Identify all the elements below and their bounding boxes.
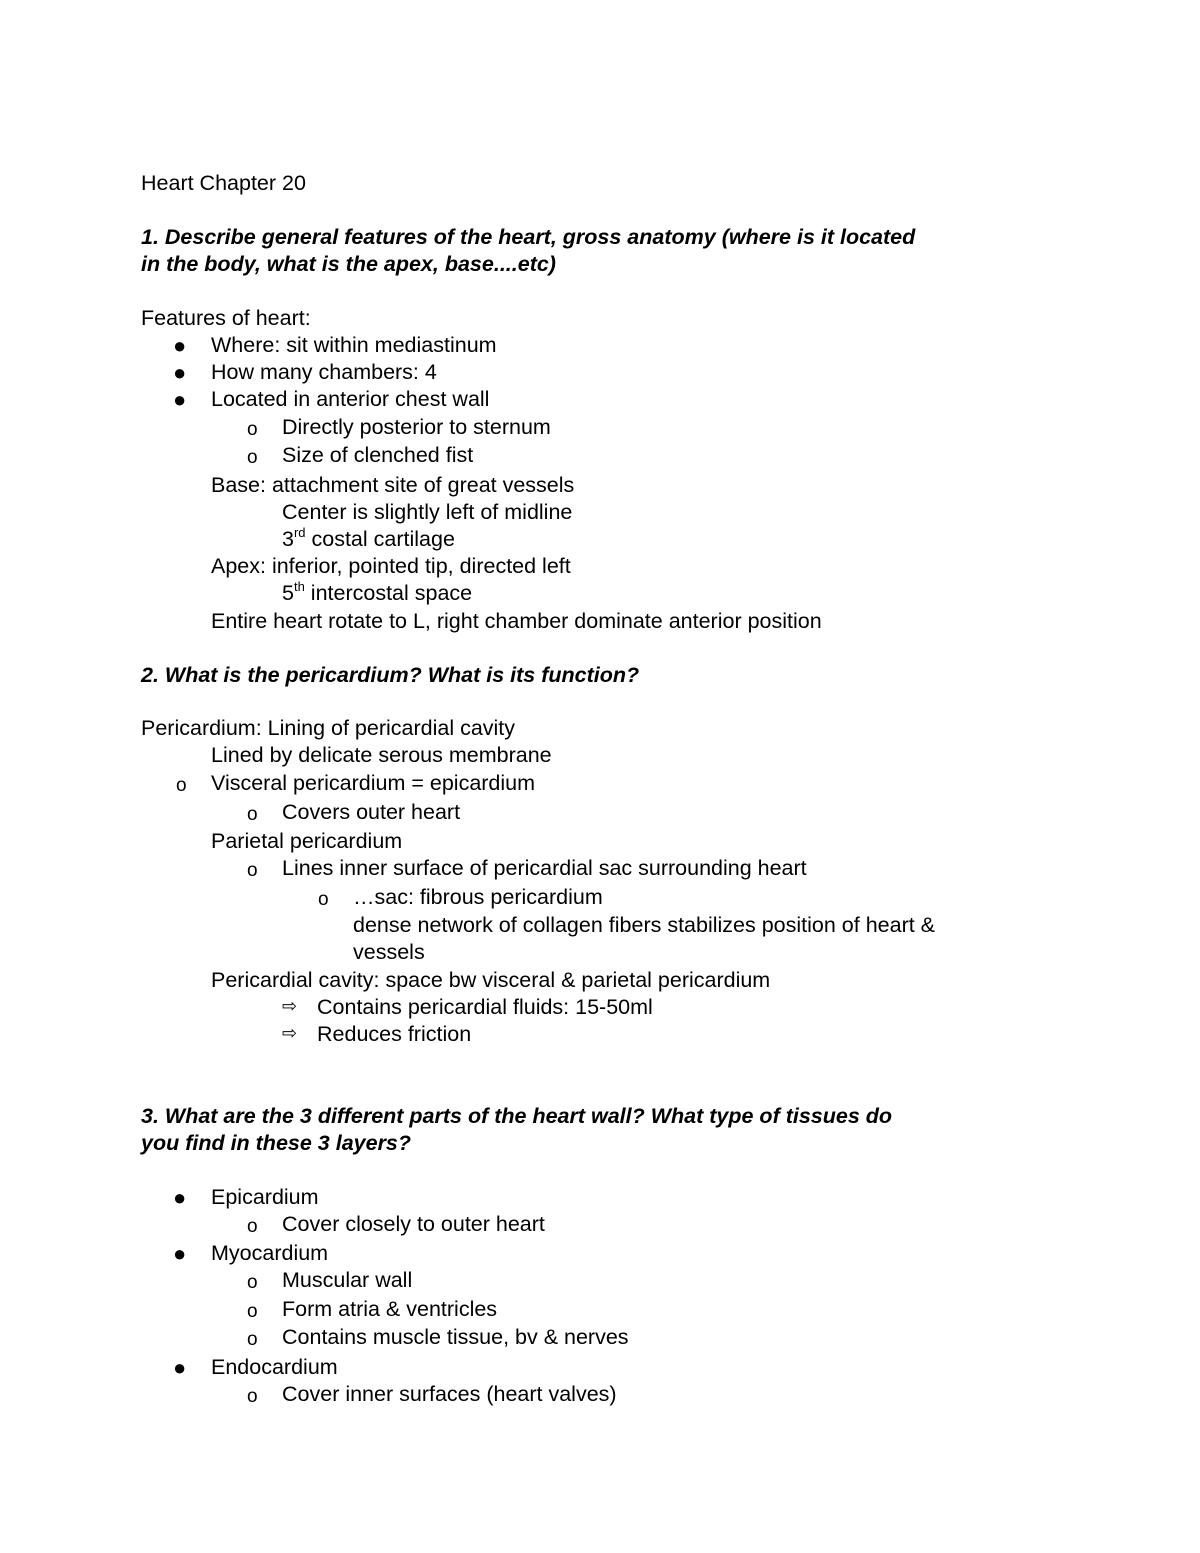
bullet-disc-icon: ● [173, 1241, 187, 1266]
bullet-circle-icon: o [247, 1386, 258, 1407]
list-item: Endocardium [211, 1355, 338, 1379]
list-item: Muscular wall [282, 1268, 413, 1292]
parietal-line: Parietal pericardium [211, 829, 403, 853]
list-item: Contains pericardial fluids: 15-50ml [317, 995, 653, 1019]
rotate-line: Entire heart rotate to L, right chamber dominate anterior position [211, 609, 822, 633]
question-3-line-1: 3. What are the 3 different parts of the heart wall? What type of tissues do [141, 1104, 893, 1128]
features-heading: Features of heart: [141, 306, 311, 330]
list-item: Cover closely to outer heart [282, 1212, 545, 1236]
base-line: Base: attachment site of great vessels [211, 473, 575, 497]
list-item: Where: sit within mediastinum [211, 333, 497, 357]
bullet-disc-icon: ● [173, 333, 187, 358]
list-item: Visceral pericardium = epicardium [211, 771, 536, 795]
dense-line-2: vessels [353, 940, 425, 964]
list-item: Size of clenched fist [282, 443, 474, 467]
costal-superscript: rd [293, 525, 306, 540]
bullet-circle-icon: o [247, 1216, 258, 1237]
bullet-circle-icon: o [247, 419, 258, 440]
list-item: Located in anterior chest wall [211, 387, 490, 411]
costal-line [282, 525, 455, 551]
document-title: Heart Chapter 20 [141, 171, 306, 195]
intercostal-line [282, 579, 473, 605]
apex-line: Apex: inferior, pointed tip, directed left [211, 554, 571, 578]
costal-text: costal cartilage [305, 527, 455, 551]
bullet-disc-icon: ● [173, 387, 187, 412]
bullet-circle-icon: o [318, 889, 329, 910]
list-item: Reduces friction [317, 1022, 472, 1046]
bullet-circle-icon: o [247, 447, 258, 468]
question-1-line-1: 1. Describe general features of the heart, gross anatomy (where is it located [141, 225, 916, 249]
question-1-line-2: in the body, what is the apex, base....etc) [141, 252, 556, 276]
bullet-circle-icon: o [247, 860, 258, 881]
cavity-line: Pericardial cavity: space bw visceral & parietal pericardium [211, 968, 771, 992]
list-item: Directly posterior to sternum [282, 415, 551, 439]
bullet-disc-icon: ● [173, 1185, 187, 1210]
arrow-right-icon: ⇨ [282, 1023, 298, 1044]
bullet-circle-icon: o [247, 1272, 258, 1293]
list-item: Cover inner surfaces (heart valves) [282, 1382, 617, 1406]
list-item: …sac: fibrous pericardium [353, 885, 603, 909]
dense-line-1: dense network of collagen fibers stabilizes position of heart & [353, 913, 936, 937]
bullet-circle-icon: o [247, 1301, 258, 1322]
question-2-line-1: 2. What is the pericardium? What is its function? [141, 663, 640, 687]
question-3-line-2: you find in these 3 layers? [141, 1131, 412, 1155]
intercostal-superscript: th [293, 579, 305, 594]
costal-number: 3 [282, 527, 294, 551]
list-item: Myocardium [211, 1241, 329, 1265]
list-item: Epicardium [211, 1185, 319, 1209]
bullet-circle-icon: o [247, 1329, 258, 1350]
center-line: Center is slightly left of midline [282, 500, 573, 524]
bullet-disc-icon: ● [173, 360, 187, 385]
intercostal-number: 5 [282, 581, 294, 605]
pericardium-line: Pericardium: Lining of pericardial cavity [141, 716, 516, 740]
bullet-circle-icon: o [176, 775, 187, 796]
list-item: Contains muscle tissue, bv & nerves [282, 1325, 629, 1349]
list-item: Form atria & ventricles [282, 1297, 498, 1321]
bullet-disc-icon: ● [173, 1355, 187, 1380]
list-item: Lines inner surface of pericardial sac surrounding heart [282, 856, 807, 880]
lined-line: Lined by delicate serous membrane [211, 743, 552, 767]
list-item: Covers outer heart [282, 800, 461, 824]
intercostal-text: intercostal space [304, 581, 473, 605]
arrow-right-icon: ⇨ [282, 996, 298, 1017]
list-item: How many chambers: 4 [211, 360, 437, 384]
bullet-circle-icon: o [247, 804, 258, 825]
